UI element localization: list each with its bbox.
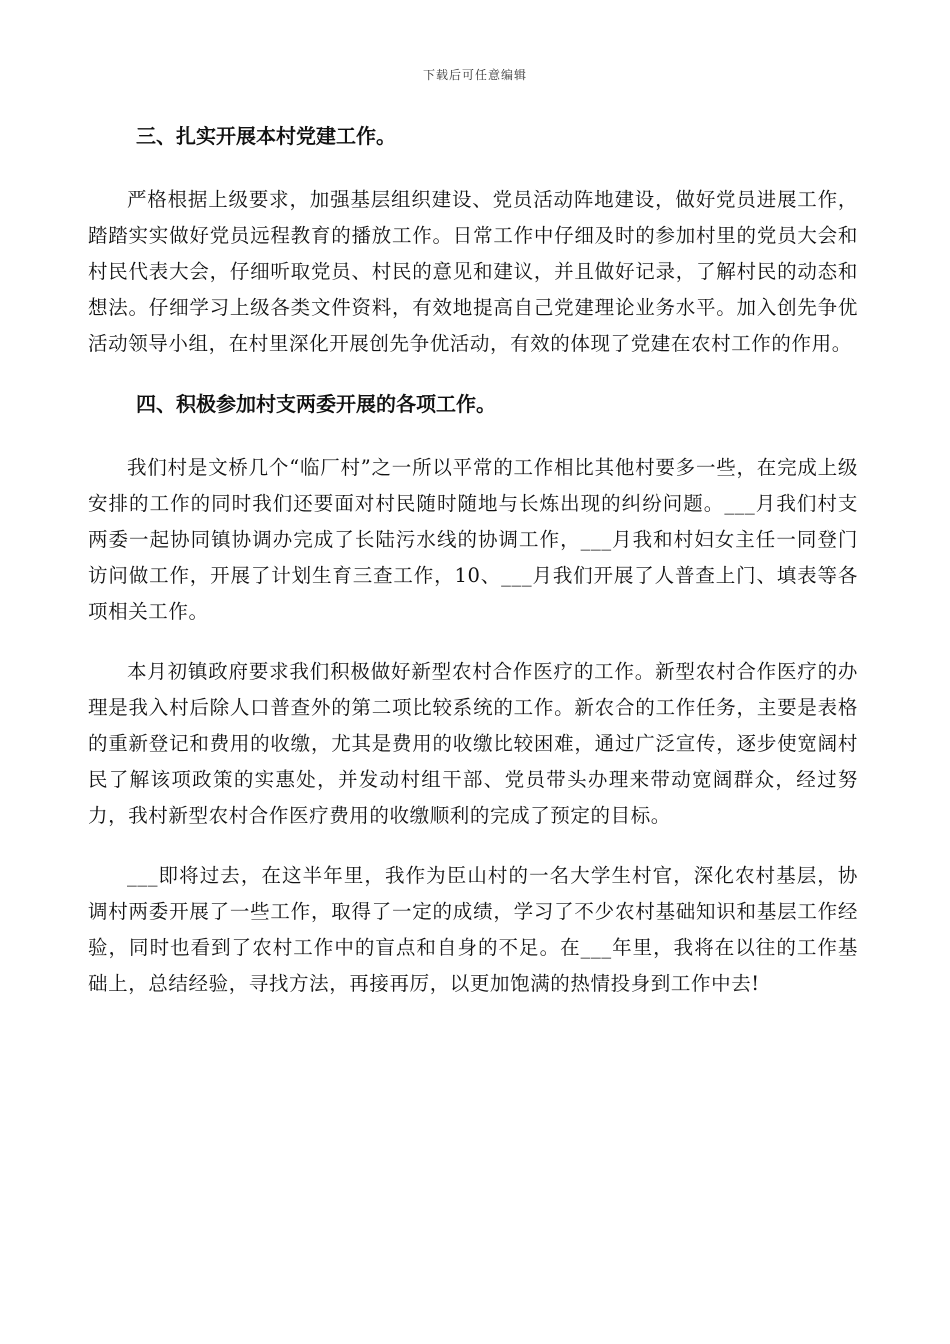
paragraph: 本月初镇政府要求我们积极做好新型农村合作医疗的工作。新型农村合作医疗的办理是我入村后除人口普查外的第二项比较系统的工作。新农合的工作任务，主要是表格的重新登记和费用的收缴，尤其是费用的收缴比较困难，通过广泛宣传，逐步使宽阔村民了解该项政策的实惠处，并发动村组干部、党员带头办理来带动宽阔群众，经过努力，我村新型农村合作医疗费用的收缴顺利的完成了预定的目标。	[88, 660, 858, 827]
spacer	[88, 422, 858, 450]
page-header-note: 下载后可任意编辑	[422, 68, 527, 82]
spacer	[88, 834, 858, 858]
paragraph: ___即将过去，在这半年里，我作为臣山村的一名大学生村官，深化农村基层，协调村两委开展了一些工作，取得了一定的成绩，学习了不少农村基础知识和基层工作经验，同时也看到了农村工作中的盲点和自身的不足。在___年里，我将在以往的工作基础上，总结经验，寻找方法，再接再厉，以更加饱满的热情投身到工作中去!	[88, 864, 858, 995]
document-body	[88, 118, 858, 1002]
paragraph: 我们村是文桥几个“临厂村”之一所以平常的工作相比其他村要多一些，在完成上级安排的工作的同时我们还要面对村民随时随地与长炼出现的纠纷问题。___月我们村支两委一起协同镇协调办完成了长陆污水线的协调工作，___月我和村妇女主任一同登门访问做工作，开展了计划生育三查工作，10、___月我们开展了人普查上门、填表等各项相关工作。	[88, 456, 858, 623]
section-heading: 四、积极参加村支两委开展的各项工作。	[136, 392, 496, 416]
section-heading: 三、扎实开展本村党建工作。	[136, 124, 396, 148]
spacer	[88, 154, 858, 182]
spacer	[88, 362, 858, 386]
spacer	[88, 630, 858, 654]
paragraph: 严格根据上级要求，加强基层组织建设、党员活动阵地建设，做好党员进展工作，踏踏实实做好党员远程教育的播放工作。日常工作中仔细及时的参加村里的党员大会和村民代表大会，仔细听取党员、村民的意见和建议，并且做好记录，了解村民的动态和想法。仔细学习上级各类文件资料，有效地提高自己党建理论业务水平。加入创先争优活动领导小组，在村里深化开展创先争优活动，有效的体现了党建在农村工作的作用。	[88, 188, 858, 355]
